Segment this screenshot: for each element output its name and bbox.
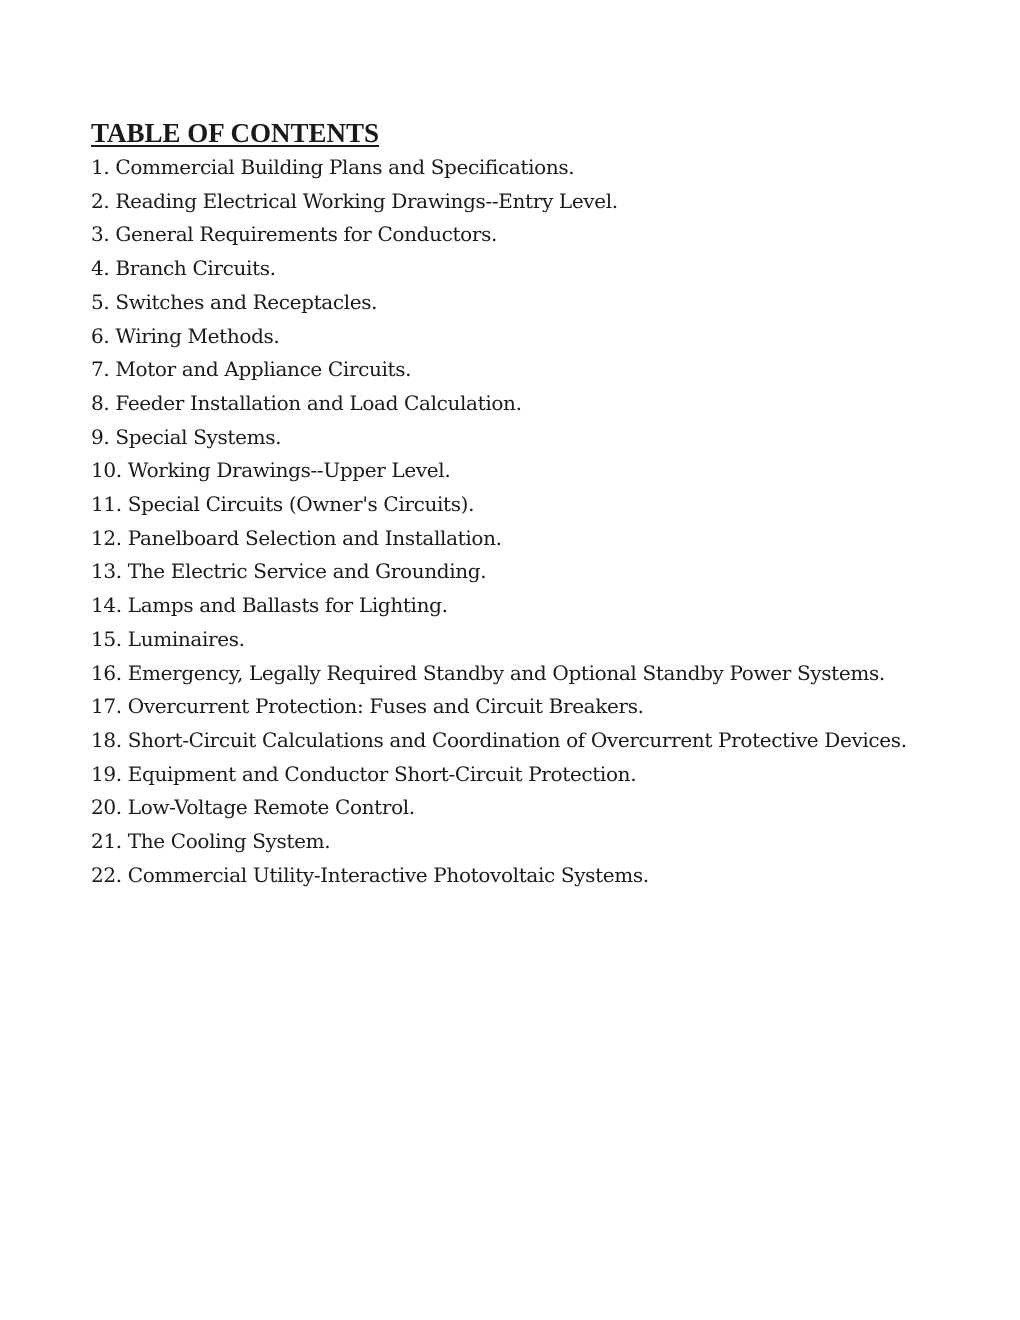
toc-item: 17. Overcurrent Protection: Fuses and Circuit Breakers.: [91, 694, 644, 719]
toc-item: 5. Switches and Receptacles.: [91, 289, 378, 314]
toc-item: 15. Luminaires.: [91, 626, 245, 651]
toc-item: 1. Commercial Building Plans and Specifications.: [91, 155, 575, 179]
toc-item: 8. Feeder Installation and Load Calculation.: [91, 390, 522, 415]
toc-list: [91, 151, 951, 892]
toc-item: 16. Emergency, Legally Required Standby and Optional Standby Power Systems.: [91, 660, 885, 685]
toc-item: 22. Commercial Utility-Interactive Photovoltaic Systems.: [91, 862, 649, 887]
toc-item: 6. Wiring Methods.: [91, 323, 280, 348]
toc-item: 14. Lamps and Ballasts for Lighting.: [91, 593, 448, 618]
toc-item: 20. Low-Voltage Remote Control.: [91, 795, 415, 820]
toc-item: 21. The Cooling System.: [91, 829, 331, 854]
toc-item: 11. Special Circuits (Owner's Circuits).: [91, 492, 475, 517]
toc-item: 4. Branch Circuits.: [91, 256, 276, 281]
toc-item: 13. The Electric Service and Grounding.: [91, 559, 487, 584]
toc-item: 3. General Requirements for Conductors.: [91, 222, 497, 247]
toc-item: 7. Motor and Appliance Circuits.: [91, 357, 412, 382]
toc-item: 9. Special Systems.: [91, 424, 282, 449]
table-of-contents: [91, 115, 951, 892]
page-title: TABLE OF CONTENTS: [91, 118, 380, 148]
toc-item: 18. Short-Circuit Calculations and Coordination of Overcurrent Protective Devices.: [91, 727, 907, 752]
toc-item: 19. Equipment and Conductor Short-Circuit Protection.: [91, 761, 637, 786]
toc-item: 10. Working Drawings--Upper Level.: [91, 458, 451, 483]
toc-item: 12. Panelboard Selection and Installation.: [91, 525, 502, 550]
toc-item: 2. Reading Electrical Working Drawings--Entry Level.: [91, 188, 618, 213]
